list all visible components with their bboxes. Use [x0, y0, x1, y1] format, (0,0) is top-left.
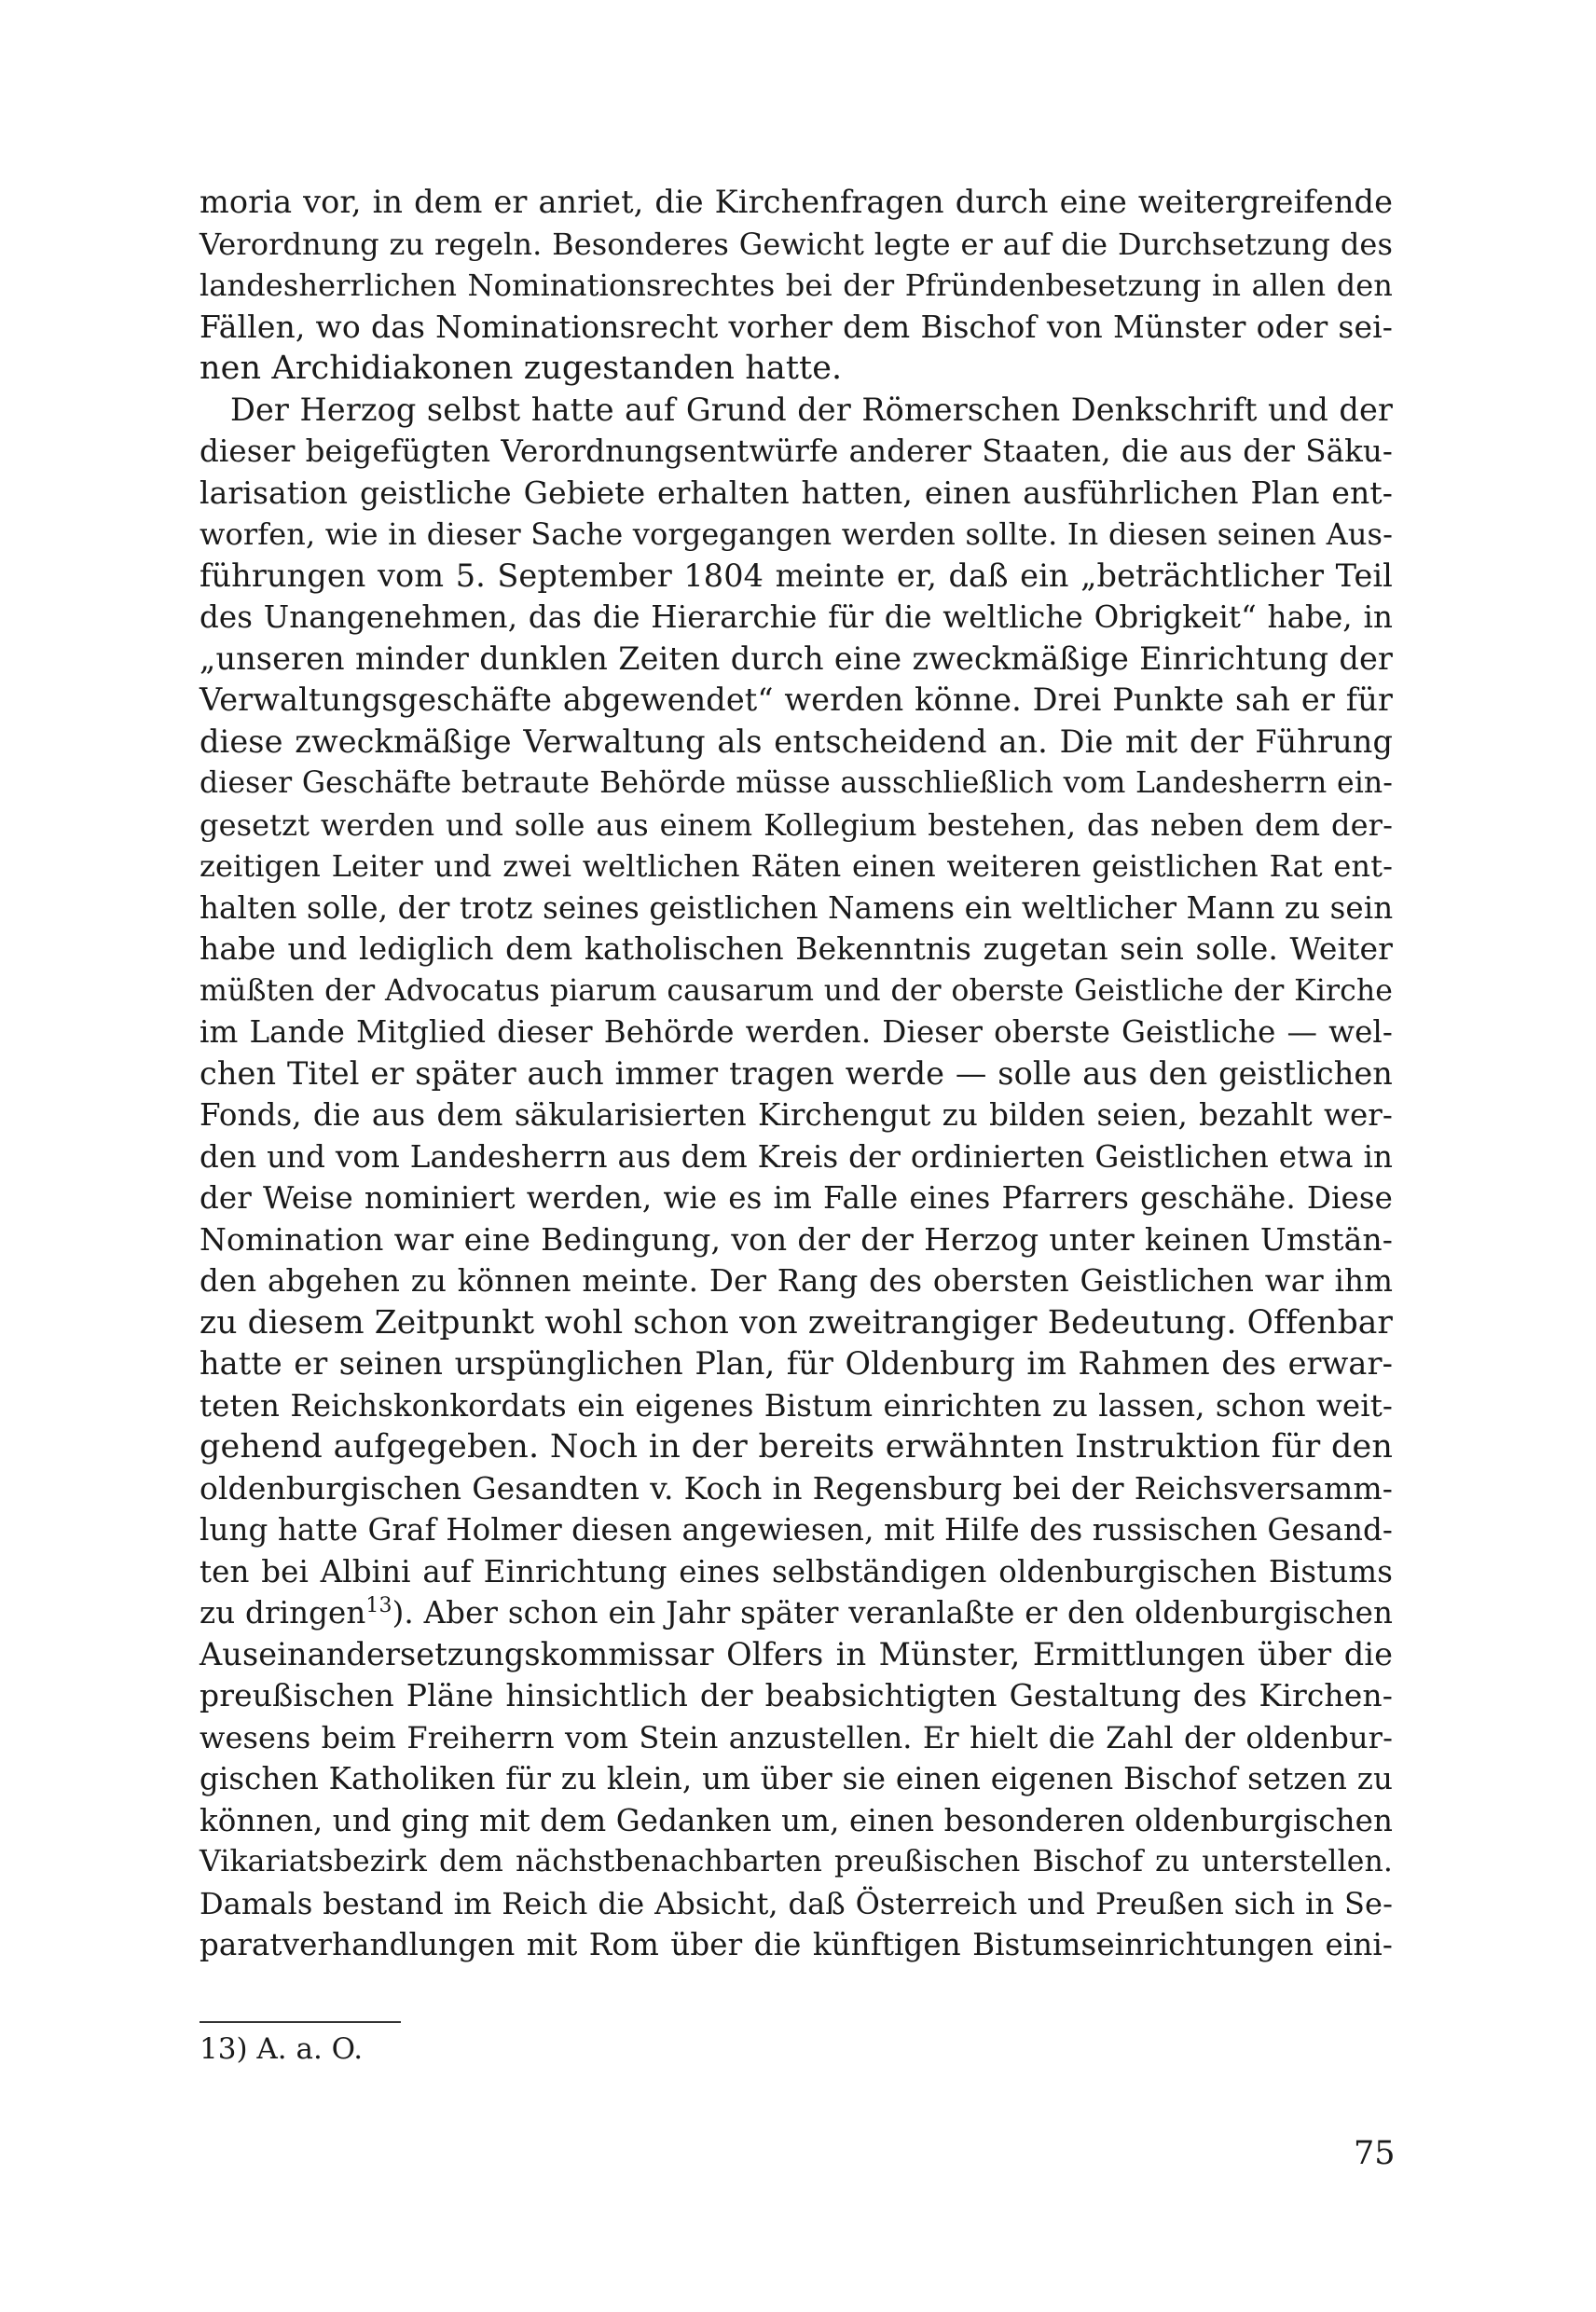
text-line: habe und lediglich dem katholischen Bekenntnis zugetan sein solle. Weiter [200, 930, 1393, 967]
text-line: Verordnung zu regeln. Besonderes Gewicht legte er auf die Durchsetzung des [200, 226, 1393, 262]
footnote-reference: 13 [365, 1594, 392, 1618]
text-line: gischen Katholiken für zu klein, um über sie einen eigenen Bischof setzen zu [200, 1761, 1393, 1796]
text-line: können, und ging mit dem Gedanken um, einen besonderen oldenburgischen [200, 1802, 1393, 1838]
text-line: Auseinandersetzungskommissar Olfers in Münster, Ermittlungen über die [200, 1635, 1393, 1672]
text-line: ten bei Albini auf Einrichtung eines selbständigen oldenburgischen Bistums [200, 1553, 1393, 1590]
text-line: landesherrlichen Nominationsrechtes bei der Pfründenbesetzung in allen den [200, 268, 1393, 303]
text-line: gesetzt werden und solle aus einem Kollegium bestehen, das neben dem der- [200, 806, 1393, 843]
text-line: des Unangenehmen, das die Hierarchie für die weltliche Obrigkeit“ habe, in [200, 599, 1393, 635]
text-line: zeitigen Leiter und zwei weltlichen Räten einen weiteren geistlichen Rat ent- [200, 848, 1393, 884]
text-line: dieser Geschäfte betraute Behörde müsse ausschließlich vom Landesherrn ein- [200, 766, 1393, 800]
body-text [200, 182, 1393, 1966]
text-line: Vikariatsbezirk dem nächstbenachbarten preußischen Bischof zu unterstellen. [200, 1845, 1393, 1878]
text-line: paratverhandlungen mit Rom über die künftigen Bistumseinrichtungen eini- [200, 1927, 1393, 1962]
text-line: im Lande Mitglied dieser Behörde werden. Dieser oberste Geistliche — wel- [200, 1014, 1393, 1050]
footnote-divider [200, 2021, 401, 2023]
text-line: Fällen, wo das Nominationsrecht vorher dem Bischof von Münster oder sei- [200, 308, 1393, 345]
text-line: oldenburgischen Gesandten v. Koch in Regensburg bei der Reichsversamm- [200, 1469, 1393, 1507]
text-line: worfen, wie in dieser Sache vorgegangen werden sollte. In diesen seinen Aus- [200, 516, 1393, 552]
text-line: teten Reichskonkordats ein eigenes Bistum einrichten zu lassen, schon weit- [200, 1387, 1393, 1424]
text-line: Der Herzog selbst hatte auf Grund der Römerschen Denkschrift und der [230, 391, 1393, 428]
text-line: halten solle, der trotz seines geistlichen Namens ein weltlicher Mann zu sein [200, 889, 1394, 926]
text-line: chen Titel er später auch immer tragen werde — solle aus den geistlichen [200, 1054, 1393, 1092]
text-line: preußischen Pläne hinsichtlich der beabsichtigten Gestaltung des Kirchen- [200, 1677, 1393, 1713]
footnote: 13) A. a. O. [200, 2032, 364, 2066]
text-line: müßten der Advocatus piarum causarum und der oberste Geistliche der Kirche [200, 973, 1393, 1008]
text-line: dieser beigefügten Verordnungsentwürfe anderer Staaten, die aus der Säku- [200, 434, 1393, 469]
text-line: den und vom Landesherrn aus dem Kreis der ordinierten Geistlichen etwa in [200, 1138, 1393, 1175]
text-line: larisation geistliche Gebiete erhalten hatten, einen ausführlichen Plan ent- [200, 474, 1393, 511]
text-line: Damals bestand im Reich die Absicht, daß Österreich und Preußen sich in Se- [200, 1885, 1393, 1921]
text-line: moria vor, in dem er anriet, die Kirchenfragen durch eine weitergreifende [200, 184, 1393, 220]
text-line: Verwaltungsgeschäfte abgewendet“ werden könne. Drei Punkte sah er für [200, 681, 1393, 718]
text-line: zu diesem Zeitpunkt wohl schon von zweitrangiger Bedeutung. Offenbar [200, 1303, 1394, 1342]
text-line: den abgehen zu können meinte. Der Rang des obersten Geistlichen war ihm [200, 1263, 1393, 1299]
text-line: der Weise nominiert werden, wie es im Falle eines Pfarrers geschähe. Diese [200, 1180, 1393, 1216]
text-line: lung hatte Graf Holmer diesen angewiesen, mit Hilfe des russischen Gesand- [200, 1512, 1394, 1548]
text-line: Fonds, die aus dem säkularisierten Kirchengut zu bilden seien, bezahlt wer- [200, 1097, 1393, 1133]
text-line: Nomination war eine Bedingung, von der der Herzog unter keinen Umstän- [200, 1220, 1393, 1258]
text-line: „unseren minder dunklen Zeiten durch eine zweckmäßige Einrichtung der [200, 640, 1393, 677]
text-line-with-footnote-ref: zu dringen$^{13}$). Aber schon ein Jahr später veranlaßte er den oldenburgischen [200, 1594, 1393, 1631]
page-number: 75 [1354, 2135, 1396, 2172]
text-line: diese zweckmäßige Verwaltung als entscheidend an. Die mit der Führung [200, 722, 1393, 760]
text-line: hatte er seinen urspünglichen Plan, für Oldenburg im Rahmen des erwar- [200, 1345, 1393, 1382]
text-line: gehend aufgegeben. Noch in der bereits erwähnten Instruktion für den [200, 1428, 1393, 1466]
text-line: nen Archidiakonen zugestanden hatte. [200, 350, 843, 387]
text-line: wesens beim Freiherrn vom Stein anzustellen. Er hielt die Zahl der oldenbur- [200, 1719, 1393, 1755]
text-line: führungen vom 5. September 1804 meinte er, daß ein „beträchtlicher Teil [200, 557, 1393, 594]
